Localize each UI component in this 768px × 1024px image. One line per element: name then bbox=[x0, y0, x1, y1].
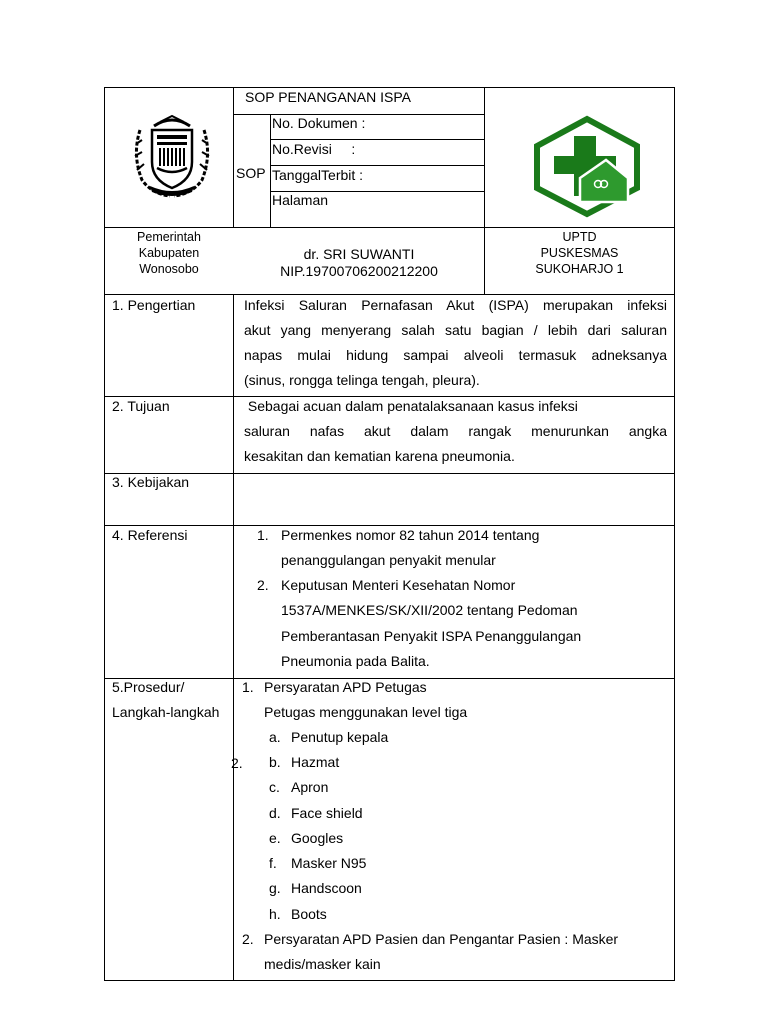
org-left-line-1: Pemerintah bbox=[137, 230, 201, 244]
field-no-dokumen: No. Dokumen : bbox=[272, 115, 366, 131]
signer-nip: NIP.19700706200212200 bbox=[280, 263, 438, 279]
apd-item-b-text: Hazmat bbox=[291, 754, 340, 770]
section-label-prosedur-1: 5.Prosedur/ bbox=[112, 679, 185, 695]
apd-item-g-letter: g. bbox=[269, 880, 281, 896]
section-label-pengertian: 1. Pengertian bbox=[112, 297, 196, 313]
pengertian-line-2: akut yang menyerang salah satu bagian / lebih dari saluran bbox=[244, 322, 667, 338]
prosedur-step-2-num: 2. bbox=[242, 931, 254, 947]
apd-item-c-letter: c. bbox=[269, 779, 280, 795]
prosedur-step-1-sub: Petugas menggunakan level tiga bbox=[264, 704, 468, 720]
referensi-item-2-line-2: 1537A/MENKES/SK/XII/2002 tentang Pedoman bbox=[281, 602, 578, 618]
apd-item-f-text: Masker N95 bbox=[291, 855, 367, 871]
apd-item-g-text: Handscoon bbox=[291, 880, 362, 896]
referensi-item-2-line-1: Keputusan Menteri Kesehatan Nomor bbox=[281, 577, 516, 593]
apd-item-h-letter: h. bbox=[269, 906, 281, 922]
prosedur-step-2-line-1: Persyaratan APD Pasien dan Pengantar Pasien : Masker bbox=[264, 931, 619, 947]
apd-item-c-text: Apron bbox=[291, 779, 329, 795]
prosedur-step-1-num: 1. bbox=[242, 679, 254, 695]
prosedur-step-1-title: Persyaratan APD Petugas bbox=[264, 679, 427, 695]
field-row-line-1 bbox=[270, 139, 485, 140]
field-row-line-2 bbox=[270, 165, 485, 166]
header-row-divider bbox=[104, 227, 675, 228]
apd-item-b-letter: b. bbox=[269, 754, 281, 770]
row-line-kebijakan bbox=[104, 473, 675, 474]
sop-title: SOP PENANGANAN ISPA bbox=[245, 89, 411, 105]
section-label-prosedur-2: Langkah-langkah bbox=[112, 704, 220, 720]
org-left-line-2: Kabupaten bbox=[138, 246, 200, 260]
header-bottom-line bbox=[104, 294, 675, 295]
regency-emblem-logo bbox=[130, 110, 214, 200]
apd-item-a-letter: a. bbox=[269, 729, 281, 745]
section-label-kebijakan: 3. Kebijakan bbox=[112, 474, 190, 490]
referensi-item-1-num: 1. bbox=[257, 527, 269, 543]
sop-label: SOP bbox=[236, 165, 266, 181]
apd-item-h-text: Boots bbox=[291, 906, 327, 922]
org-right-line-3: SUKOHARJO 1 bbox=[535, 262, 624, 276]
section-label-referensi: 4. Referensi bbox=[112, 527, 188, 543]
referensi-item-2-line-4: Pneumonia pada Balita. bbox=[281, 653, 430, 669]
org-right-line-1: UPTD bbox=[562, 230, 597, 244]
signer-name: dr. SRI SUWANTI bbox=[303, 246, 415, 262]
header-divider-left bbox=[233, 87, 234, 227]
org-right-line-2: PUSKESMAS bbox=[540, 246, 619, 260]
table-border-top bbox=[104, 87, 675, 88]
referensi-item-1-line-2: penanggulangan penyakit menular bbox=[281, 552, 496, 568]
referensi-item-1-line-1: Permenkes nomor 82 tahun 2014 tentang bbox=[281, 527, 540, 543]
pengertian-line-4: (sinus, rongga telinga tengah, pleura). bbox=[244, 372, 480, 388]
apd-item-e-letter: e. bbox=[269, 830, 281, 846]
field-tanggal-terbit: TanggalTerbit : bbox=[272, 167, 364, 183]
pengertian-line-1: Infeksi Saluran Pernafasan Akut (ISPA) merupakan infeksi bbox=[244, 297, 667, 313]
referensi-item-2-num: 2. bbox=[257, 577, 269, 593]
stray-number: 2. bbox=[231, 755, 243, 771]
row-line-referensi bbox=[104, 525, 675, 526]
org-left-line-3: Wonosobo bbox=[139, 262, 199, 276]
section-label-tujuan: 2. Tujuan bbox=[112, 398, 170, 414]
pengertian-line-3: napas mulai hidung sampai alveoli termasuk adneksanya bbox=[244, 347, 667, 363]
apd-item-d-letter: d. bbox=[269, 805, 281, 821]
apd-item-e-text: Googles bbox=[291, 830, 344, 846]
body-column-divider bbox=[233, 294, 234, 981]
tujuan-line-2: saluran nafas akut dalam rangak menurunkan angka bbox=[244, 423, 667, 439]
apd-item-a-text: Penutup kepala bbox=[291, 729, 389, 745]
tujuan-line-1: Sebagai acuan dalam penatalaksanaan kasus infeksi bbox=[244, 398, 578, 414]
table-border-left bbox=[104, 87, 105, 981]
referensi-item-2-line-3: Pemberantasan Penyakit ISPA Penanggulangan bbox=[281, 628, 582, 644]
prosedur-step-2-line-2: medis/masker kain bbox=[264, 956, 381, 972]
apd-item-d-text: Face shield bbox=[291, 805, 363, 821]
apd-item-f-letter: f. bbox=[269, 855, 277, 871]
header-fields-divider bbox=[270, 114, 271, 227]
field-no-revisi: No.Revisi : bbox=[272, 141, 356, 157]
table-border-right bbox=[674, 87, 675, 981]
row-line-tujuan bbox=[104, 396, 675, 397]
puskesmas-logo bbox=[534, 116, 640, 217]
tujuan-line-3: kesakitan dan kematian karena pneumonia. bbox=[244, 448, 515, 464]
field-halaman: Halaman bbox=[272, 192, 329, 208]
table-border-bottom bbox=[104, 980, 675, 981]
